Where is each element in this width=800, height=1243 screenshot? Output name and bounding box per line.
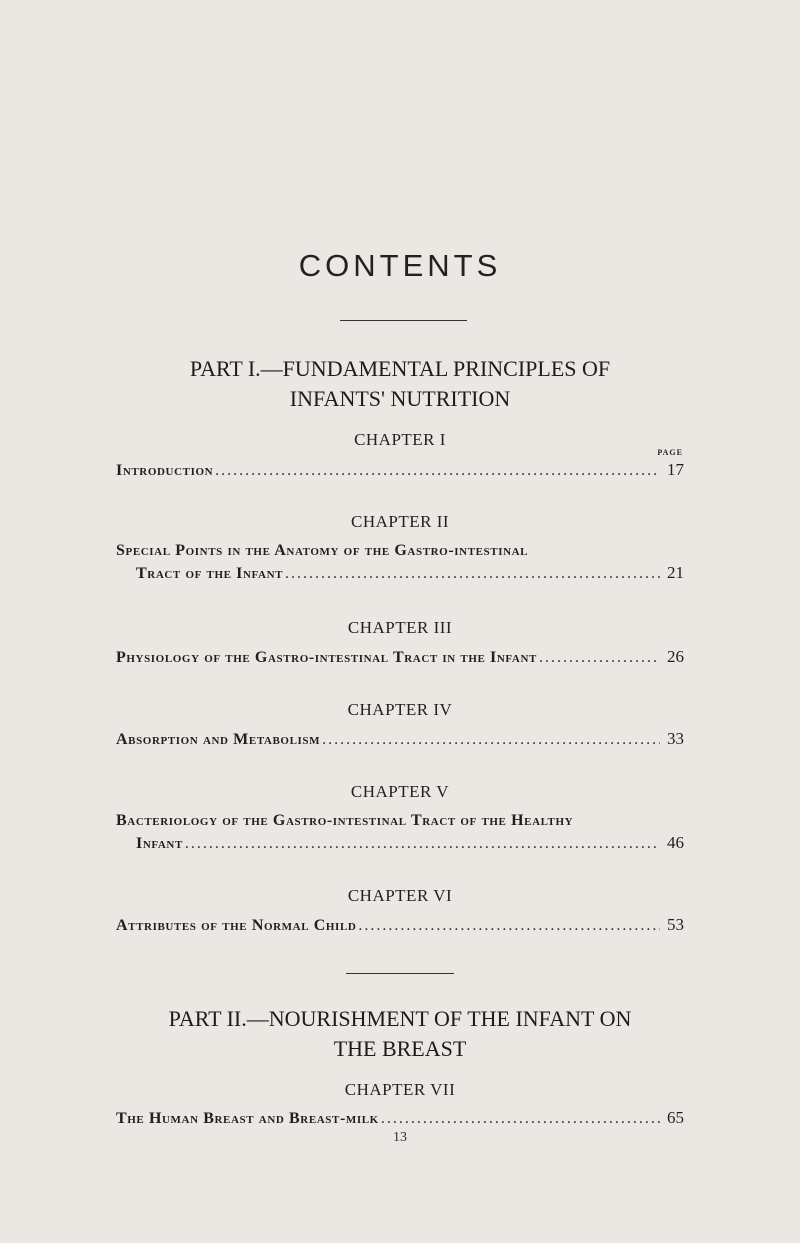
dot-leader (215, 460, 660, 482)
toc-entry-title: The Human Breast and Breast-milk (116, 1110, 379, 1127)
page-number: 13 (393, 1130, 407, 1145)
dot-leader (539, 647, 660, 669)
dot-leader (285, 563, 660, 585)
toc-entry-page: 65 (667, 1108, 684, 1127)
toc-entry-page: 33 (667, 729, 684, 748)
toc-entry (116, 810, 684, 855)
part-one-heading-line1: PART I.—FUNDAMENTAL PRINCIPLES OF (189, 356, 611, 381)
toc-entry-page: 26 (667, 647, 684, 666)
toc-entry (116, 646, 684, 669)
divider-rule (346, 973, 454, 974)
toc-entry-title: Absorption and Metabolism (116, 731, 321, 748)
dot-leader (381, 1108, 660, 1130)
toc-entry-title: Physiology of the Gastro-intestinal Tract in the Infant (116, 649, 537, 666)
toc-entry-title: Introduction (116, 462, 214, 479)
toc-entry-title-continued: Tract of the Infant (136, 565, 284, 582)
toc-entry (116, 1107, 684, 1130)
toc-entry (116, 459, 684, 482)
dot-leader (185, 833, 660, 855)
toc-entry-title: Attributes of the Normal Child (116, 917, 357, 934)
toc-entry-page: 21 (667, 563, 684, 582)
toc-entry-page: 46 (667, 833, 684, 852)
chapter-heading: CHAPTER V (350, 782, 450, 801)
chapter-heading: CHAPTER VII (344, 1080, 456, 1099)
chapter-heading: CHAPTER I (354, 430, 446, 449)
chapter-heading: CHAPTER VI (347, 886, 453, 905)
toc-entry (116, 540, 684, 585)
toc-entry-page: 17 (667, 460, 684, 479)
chapter-heading: CHAPTER IV (347, 700, 453, 719)
toc-entry-page: 53 (667, 915, 684, 934)
part-two-heading-line2: THE BREAST (333, 1036, 467, 1061)
page-column-label: PAGE (657, 448, 683, 457)
chapter-heading: CHAPTER III (347, 618, 453, 637)
toc-entry (116, 914, 684, 937)
toc-entry (116, 728, 684, 751)
toc-entry-title-continued: Infant (136, 835, 183, 852)
part-two-heading-line1: PART II.—NOURISHMENT OF THE INFANT ON (168, 1006, 632, 1031)
page-title: CONTENTS (298, 248, 502, 283)
dot-leader (358, 915, 660, 937)
chapter-heading: CHAPTER II (350, 512, 450, 531)
part-one-heading-line2: INFANTS' NUTRITION (289, 386, 511, 411)
toc-entry-title: Bacteriology of the Gastro-intestinal Tract of the Healthy (116, 812, 574, 829)
divider-rule (340, 320, 467, 321)
part-one-heading (0, 354, 800, 414)
dot-leader (322, 729, 660, 751)
part-two-heading (0, 1004, 800, 1064)
toc-entry-title: Special Points in the Anatomy of the Gastro-intestinal (116, 542, 529, 559)
